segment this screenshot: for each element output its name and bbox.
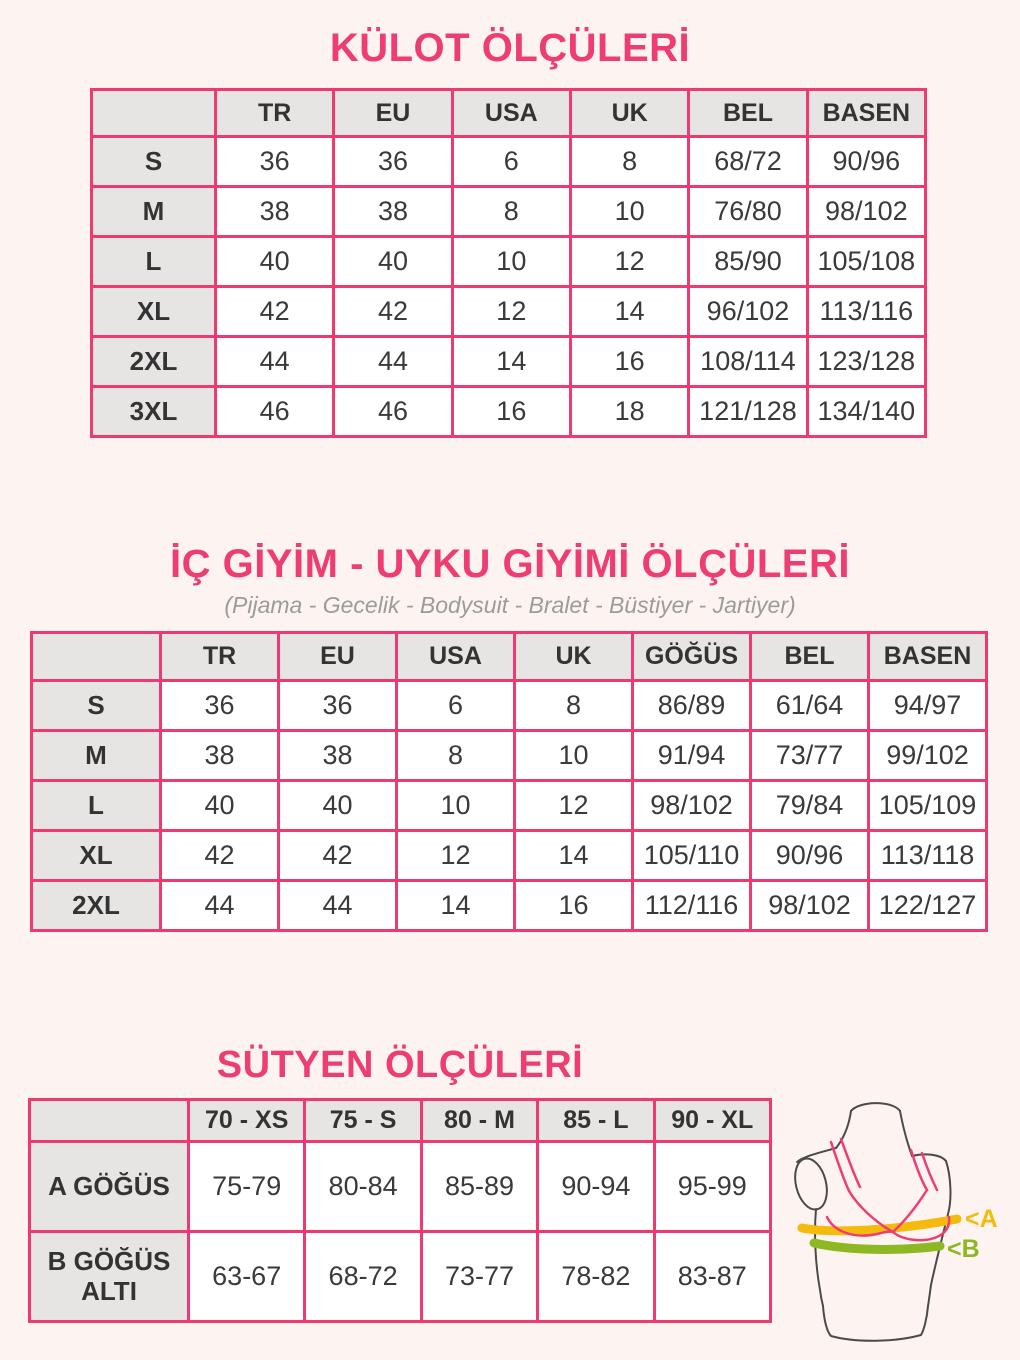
column-header: BASEN [869,633,987,681]
table-cell: 14 [515,831,633,881]
table-cell: 46 [334,387,452,437]
table-cell: 8 [397,731,515,781]
panty-sizes-title: KÜLOT ÖLÇÜLERİ [329,26,691,70]
table-row [30,1142,771,1232]
table-cell: 36 [161,681,279,731]
table-cell: 108/114 [689,337,807,387]
table-cell: 40 [279,781,397,831]
column-header: USA [397,633,515,681]
row-label: 3XL [92,387,216,437]
table-header-row [30,1100,771,1142]
table-cell: 42 [161,831,279,881]
table-cell: 68-72 [305,1232,421,1322]
table-cell: 8 [452,187,570,237]
table-row [32,831,987,881]
table-cell: 12 [452,287,570,337]
table-row [32,681,987,731]
table-cell: 40 [216,237,334,287]
table-cell: 91/94 [633,731,751,781]
row-label: S [92,137,216,187]
table-cell: 38 [216,187,334,237]
table-cell: 18 [570,387,688,437]
table-cell: 95-99 [654,1142,770,1232]
underwear-sleepwear-subtitle: (Pijama - Gecelik - Bodysuit - Bralet - Büstiyer - Jartiyer) [224,592,796,618]
table-cell: 40 [161,781,279,831]
table-cell: 123/128 [807,337,925,387]
table-cell: 76/80 [689,187,807,237]
table-cell: 98/102 [751,881,869,931]
table-cell: 105/109 [869,781,987,831]
table-header-row [32,633,987,681]
table-cell: 90-94 [538,1142,654,1232]
column-header: EU [279,633,397,681]
table-cell: 44 [216,337,334,387]
table-cell: 42 [279,831,397,881]
table-row [30,1232,771,1322]
table-cell: 16 [570,337,688,387]
row-label: M [92,187,216,237]
table-cell: 38 [334,187,452,237]
row-label: B GÖĞÜS ALTI [30,1232,189,1322]
table-header-row [92,90,926,137]
table-cell: 86/89 [633,681,751,731]
table-cell: 99/102 [869,731,987,781]
table-cell: 12 [570,237,688,287]
table-row [92,387,926,437]
row-label: 2XL [92,337,216,387]
underwear-sleepwear-table [30,631,988,932]
table-row [92,237,926,287]
table-cell: 63-67 [189,1232,305,1322]
table-cell: 6 [452,137,570,187]
table-cell: 113/116 [807,287,925,337]
table-cell: 38 [161,731,279,781]
row-label: A GÖĞÜS [30,1142,189,1232]
table-cell: 112/116 [633,881,751,931]
column-header: BEL [751,633,869,681]
column-header: GÖĞÜS [633,633,751,681]
column-header: TR [161,633,279,681]
table-cell: 44 [161,881,279,931]
table-cell: 73/77 [751,731,869,781]
table-cell: 14 [397,881,515,931]
column-header: USA [452,90,570,137]
bra-sizes-title: SÜTYEN ÖLÇÜLERİ [216,1044,584,1086]
band-b-label: <B [947,1235,980,1263]
column-header: BEL [689,90,807,137]
underwear-sleepwear-title: İÇ GİYİM - UYKU GİYİMİ ÖLÇÜLERİ [170,542,850,586]
table-cell: 14 [452,337,570,387]
table-cell: 10 [452,237,570,287]
column-header: TR [216,90,334,137]
row-label: S [32,681,161,731]
column-header: 85 - L [538,1100,654,1142]
table-cell: 6 [397,681,515,731]
table-cell: 98/102 [633,781,751,831]
table-cell: 75-79 [189,1142,305,1232]
table-cell: 40 [334,237,452,287]
table-cell: 12 [515,781,633,831]
table-row [92,337,926,387]
table-cell: 10 [570,187,688,237]
column-header: UK [570,90,688,137]
panty-sizes-table [90,88,927,438]
table-cell: 10 [397,781,515,831]
row-label: XL [32,831,161,881]
table-cell: 85/90 [689,237,807,287]
column-header: 75 - S [305,1100,421,1142]
table-cell: 113/118 [869,831,987,881]
corner-cell [32,633,161,681]
table-cell: 96/102 [689,287,807,337]
table-cell: 122/127 [869,881,987,931]
table-cell: 36 [334,137,452,187]
table-cell: 42 [334,287,452,337]
table-cell: 90/96 [751,831,869,881]
table-cell: 134/140 [807,387,925,437]
table-row [32,881,987,931]
column-header: UK [515,633,633,681]
table-cell: 68/72 [689,137,807,187]
table-cell: 10 [515,731,633,781]
table-cell: 85-89 [421,1142,537,1232]
table-cell: 38 [279,731,397,781]
column-header: 80 - M [421,1100,537,1142]
table-row [32,731,987,781]
table-cell: 42 [216,287,334,337]
table-cell: 83-87 [654,1232,770,1322]
table-cell: 8 [570,137,688,187]
table-cell: 105/108 [807,237,925,287]
underbust-band-b [814,1243,940,1249]
row-label: L [92,237,216,287]
table-cell: 46 [216,387,334,437]
table-cell: 98/102 [807,187,925,237]
column-header: BASEN [807,90,925,137]
table-cell: 79/84 [751,781,869,831]
table-cell: 44 [334,337,452,387]
bra-measurement-diagram [780,1080,1020,1360]
table-cell: 36 [279,681,397,731]
table-cell: 8 [515,681,633,731]
column-header: 70 - XS [189,1100,305,1142]
row-label: 2XL [32,881,161,931]
row-label: M [32,731,161,781]
table-cell: 12 [397,831,515,881]
table-cell: 80-84 [305,1142,421,1232]
table-cell: 44 [279,881,397,931]
table-cell: 94/97 [869,681,987,731]
table-cell: 121/128 [689,387,807,437]
table-cell: 90/96 [807,137,925,187]
corner-cell [92,90,216,137]
table-row [92,187,926,237]
corner-cell [30,1100,189,1142]
table-row [32,781,987,831]
table-cell: 16 [515,881,633,931]
table-cell: 73-77 [421,1232,537,1322]
table-cell: 78-82 [538,1232,654,1322]
table-cell: 61/64 [751,681,869,731]
table-row [92,287,926,337]
row-label: L [32,781,161,831]
bust-band-a [802,1219,957,1231]
band-a-label: <A [965,1205,998,1233]
table-cell: 36 [216,137,334,187]
table-row [92,137,926,187]
bra-sizes-table [28,1098,772,1323]
column-header: 90 - XL [654,1100,770,1142]
column-header: EU [334,90,452,137]
table-cell: 14 [570,287,688,337]
table-cell: 16 [452,387,570,437]
row-label: XL [92,287,216,337]
table-cell: 105/110 [633,831,751,881]
